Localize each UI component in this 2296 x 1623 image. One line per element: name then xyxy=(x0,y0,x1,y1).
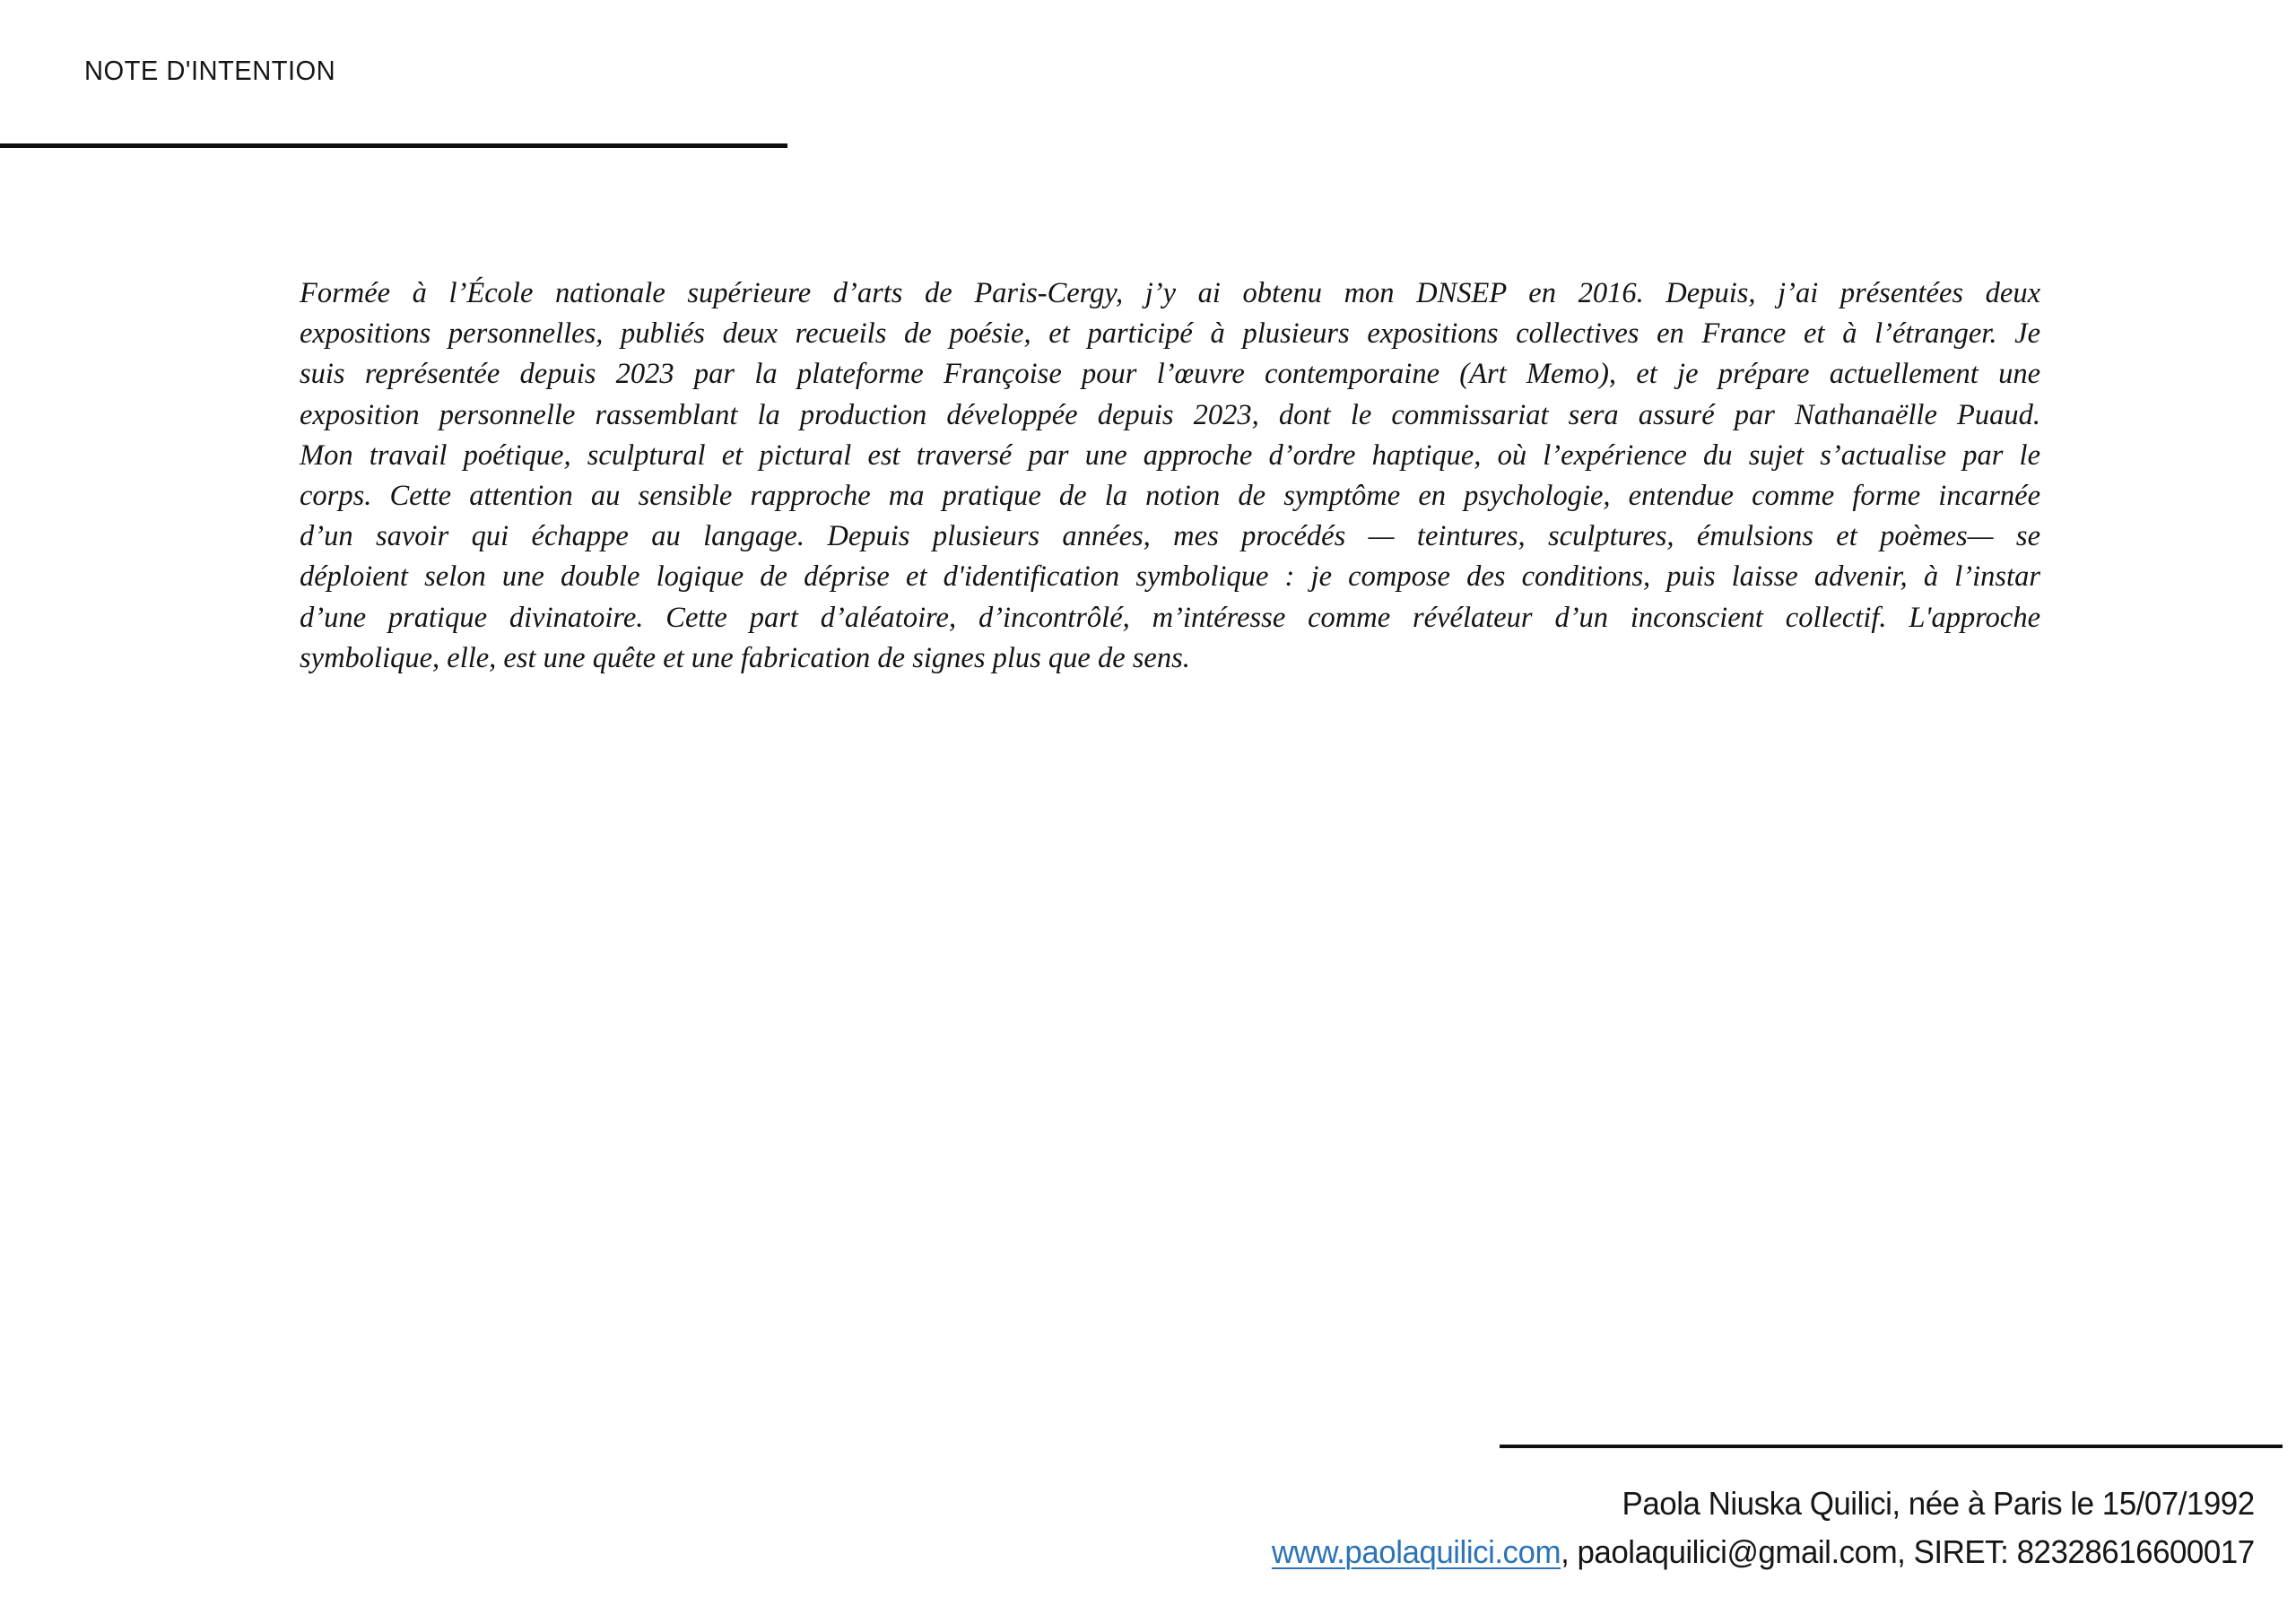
paragraph-line: corps. Cette attention au sensible rapproche ma pratique de la notion de symptôme en psychologie, entendue comme forme incarnée xyxy=(300,479,2040,512)
paragraph-line: expositions personnelles, publiés deux recueils de poésie, et participé à plusieurs expositions collectives en France et à l’étranger. Je xyxy=(300,317,2040,351)
contact-details: , paolaquilici@gmail.com, SIRET: 82328616600017 xyxy=(1561,1533,2255,1570)
contact-line xyxy=(1272,1528,2255,1576)
signature-block xyxy=(1272,1480,2255,1576)
page-title: NOTE D'INTENTION xyxy=(84,55,336,86)
author-name-line: Paola Niuska Quilici, née à Paris le 15/07/1992 xyxy=(1622,1485,2255,1522)
paragraph-line: suis représentée depuis 2023 par la plateforme Françoise pour l’œuvre contemporaine (Art Memo), et je prépare actuellement une xyxy=(300,358,2040,391)
paragraph-line: exposition personnelle rassemblant la production développée depuis 2023, dont le commissariat sera assuré par Nathanaëlle Puaud. xyxy=(300,398,2040,431)
title-underline xyxy=(0,143,787,148)
paragraph-line: symbolique, elle, est une quête et une fabrication de signes plus que de sens. xyxy=(300,641,1190,674)
paragraph-line: Formée à l’École nationale supérieure d’arts de Paris-Cergy, j’y ai obtenu mon DNSEP en 2016. Depuis, j’ai présentées deux xyxy=(300,277,2040,309)
paragraph-line: déploient selon une double logique de déprise et d'identification symbolique : je compose des conditions, puis laisse advenir, à l’instar xyxy=(300,560,2040,594)
intent-paragraph xyxy=(300,273,2040,679)
paragraph-line: Mon travail poétique, sculptural et pictural est traversé par une approche d’ordre haptique, où l’expérience du sujet s’actualise par le xyxy=(300,438,2040,472)
paragraph-line: d’un savoir qui échappe au langage. Depuis plusieurs années, mes procédés — teintures, sculptures, émulsions et poèmes— se xyxy=(300,520,2040,553)
signature-divider xyxy=(1500,1445,2283,1448)
paragraph-line: d’une pratique divinatoire. Cette part d’aléatoire, d’incontrôlé, m’intéresse comme révélateur d’un inconscient collectif. L'approche xyxy=(300,601,2040,634)
website-link[interactable]: www.paolaquilici.com xyxy=(1272,1533,1561,1570)
